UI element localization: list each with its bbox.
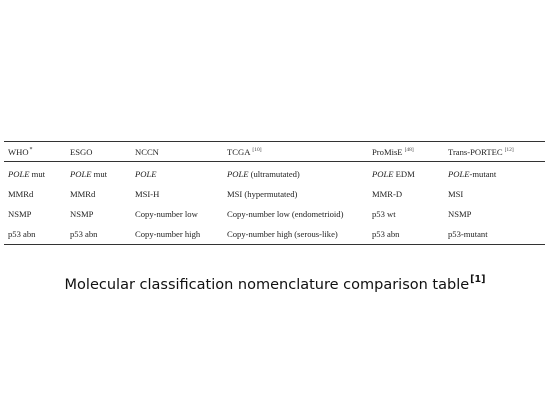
cell-text: p53 wt <box>372 209 396 219</box>
cell-text: EDM <box>393 169 415 179</box>
cell-text: Copy-number high <box>135 229 201 239</box>
header-promise <box>368 142 444 162</box>
table-cell <box>444 224 545 244</box>
header-reference: [10] <box>252 147 262 153</box>
cell-text: p53-mutant <box>448 229 488 239</box>
cell-text: p53 abn <box>372 229 400 239</box>
table-cell <box>368 224 444 244</box>
gene-name-italic: POLE <box>8 169 30 179</box>
header-nccn <box>131 142 223 162</box>
header-who <box>4 142 66 162</box>
table-cell <box>131 162 223 185</box>
cell-text: MMR-D <box>372 189 403 199</box>
header-label: ESGO <box>70 147 93 157</box>
table-cell <box>131 224 223 244</box>
figure-caption <box>0 274 550 293</box>
cell-text: -mutant <box>469 169 497 179</box>
table-cell <box>4 224 66 244</box>
header-reference: [12] <box>504 147 514 153</box>
header-tcga <box>223 142 368 162</box>
table-row <box>4 204 545 224</box>
header-esgo <box>66 142 131 162</box>
header-footnote-mark: * <box>29 147 33 153</box>
table-cell <box>368 184 444 204</box>
table-cell <box>66 204 131 224</box>
gene-name-italic: POLE <box>372 169 394 179</box>
nomenclature-table <box>4 142 545 244</box>
cell-text: mut <box>29 169 46 179</box>
table-cell <box>444 184 545 204</box>
table-cell <box>223 162 368 185</box>
gene-name-italic: POLE <box>135 169 157 179</box>
cell-text: mut <box>91 169 108 179</box>
table-row <box>4 162 545 185</box>
table-cell <box>4 184 66 204</box>
header-label: Trans-PORTEC <box>448 147 503 157</box>
table-cell <box>131 184 223 204</box>
table-cell <box>66 224 131 244</box>
cell-text: (ultramutated) <box>248 169 300 179</box>
cell-text: p53 abn <box>70 229 98 239</box>
gene-name-italic: POLE <box>448 169 470 179</box>
cell-text: MMRd <box>70 189 96 199</box>
table-row <box>4 224 545 244</box>
table-body <box>4 162 545 245</box>
gene-name-italic: POLE <box>70 169 92 179</box>
table-cell <box>444 204 545 224</box>
cell-text: NSMP <box>70 209 94 219</box>
header-label: ProMisE <box>372 147 403 157</box>
header-reference: [48] <box>404 147 414 153</box>
table-cell <box>444 162 545 185</box>
cell-text: Copy-number high (serous-like) <box>227 229 338 239</box>
table-cell <box>223 204 368 224</box>
cell-text: MSI (hypermutated) <box>227 189 298 199</box>
cell-text: NSMP <box>448 209 472 219</box>
header-label: WHO <box>8 147 29 157</box>
header-label: TCGA <box>227 147 251 157</box>
table-cell <box>223 224 368 244</box>
cell-text: Copy-number low <box>135 209 198 219</box>
table-cell <box>131 204 223 224</box>
table-cell <box>66 184 131 204</box>
gene-name-italic: POLE <box>227 169 249 179</box>
cell-text: MSI-H <box>135 189 160 199</box>
cell-text: MMRd <box>8 189 34 199</box>
cell-text: MSI <box>448 189 464 199</box>
table-header-row <box>4 142 545 162</box>
cell-text: NSMP <box>8 209 32 219</box>
caption-reference: [1] <box>470 274 486 285</box>
header-label: NCCN <box>135 147 159 157</box>
table-row <box>4 184 545 204</box>
table-cell <box>368 204 444 224</box>
table-cell <box>66 162 131 185</box>
table-cell <box>4 204 66 224</box>
caption-text: Molecular classification nomenclature comparison table <box>64 277 470 293</box>
cell-text: p53 abn <box>8 229 36 239</box>
table-cell <box>4 162 66 185</box>
cell-text: Copy-number low (endometrioid) <box>227 209 344 219</box>
header-trans-portec <box>444 142 545 162</box>
table-cell <box>368 162 444 185</box>
table-cell <box>223 184 368 204</box>
nomenclature-table-container <box>4 141 545 245</box>
